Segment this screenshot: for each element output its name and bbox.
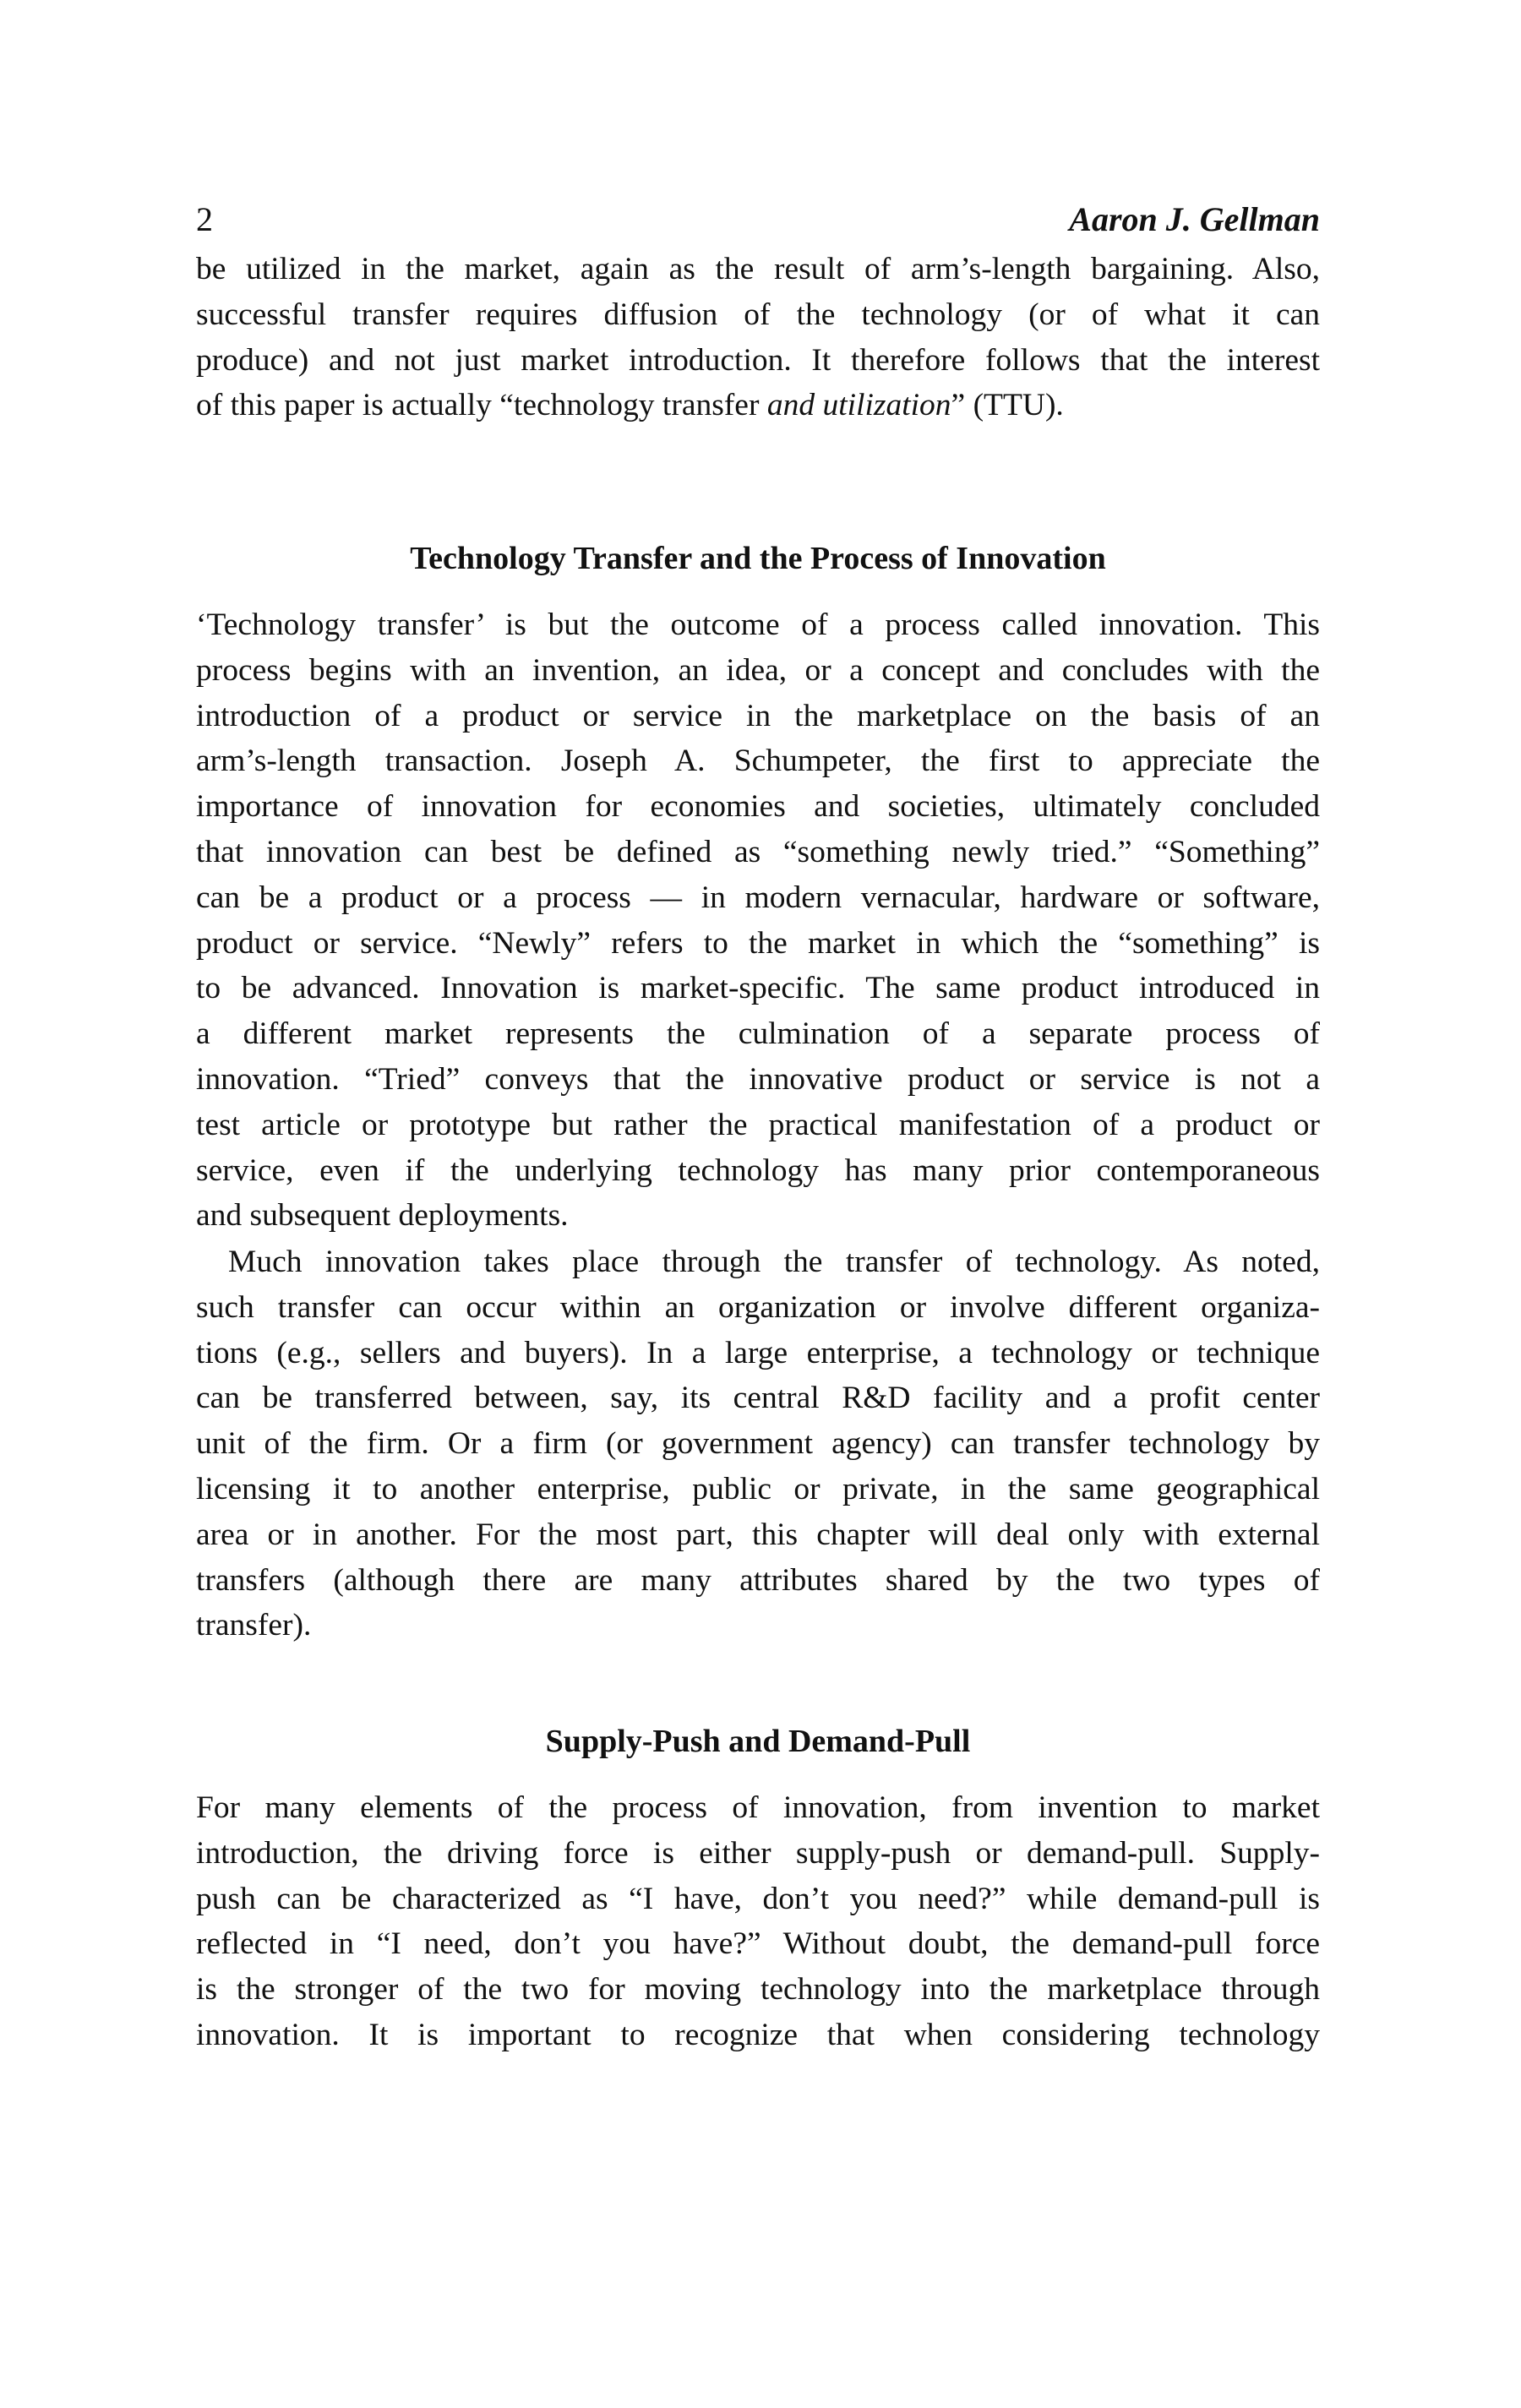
running-head-author: Aaron J. Gellman (1069, 200, 1320, 238)
text-line: produce) and not just market introduction. It therefore follows that the interest (196, 342, 1320, 378)
paragraph (196, 1239, 1320, 1648)
text-line: test article or prototype but rather the practical manifestation of a product or (196, 1107, 1320, 1142)
text-line: is the stronger of the two for moving technology into the marketplace through (196, 1972, 1320, 2008)
text-line: introduction, the driving force is either supply-push or demand-pull. Supply- (196, 1835, 1320, 1871)
text-line: product or service. “Newly” refers to the market in which the “something” is (196, 925, 1320, 961)
text-line: introduction of a product or service in the marketplace on the basis of an (196, 698, 1320, 733)
text-line: can be a product or a process — in modern vernacular, hardware or software, (196, 880, 1320, 915)
section-heading: Supply-Push and Demand-Pull (545, 1724, 971, 1759)
text-line: innovation. “Tried” conveys that the innovative product or service is not a (196, 1061, 1320, 1097)
text-line: arm’s-length transaction. Joseph A. Schumpeter, the first to appreciate the (196, 744, 1320, 779)
paragraph (196, 602, 1320, 1239)
text-line: to be advanced. Innovation is market-specific. The same product introduced in (196, 971, 1320, 1006)
text-line: that innovation can best be defined as “something newly tried.” “Something” (196, 834, 1320, 869)
text-line: service, even if the underlying technology has many prior contemporaneous (196, 1152, 1320, 1188)
text-line: push can be characterized as “I have, don’t you need?” while demand-pull is (196, 1881, 1320, 1916)
text-line: Much innovation takes place through the transfer of technology. As noted, (228, 1245, 1320, 1279)
text-line: transfer). (196, 1608, 312, 1643)
text-line: reflected in “I need, don’t you have?” Without doubt, the demand-pull force (196, 1926, 1320, 1962)
page-number: 2 (196, 200, 213, 238)
paragraph (196, 247, 1320, 428)
text-line: importance of innovation for economies and societies, ultimately concluded (196, 789, 1320, 825)
text-line: such transfer can occur within an organization or involve different organiza- (196, 1289, 1320, 1325)
text-line: area or in another. For the most part, this chapter will deal only with external (196, 1517, 1320, 1552)
text-line: For many elements of the process of innovation, from invention to market (196, 1790, 1320, 1825)
text-line: transfers (although there are many attributes shared by the two types of (196, 1562, 1320, 1598)
text-line: be utilized in the market, again as the result of arm’s-length bargaining. Also, (196, 252, 1320, 286)
text-line: a different market represents the culmination of a separate process of (196, 1016, 1320, 1052)
section-heading: Technology Transfer and the Process of Innovation (410, 541, 1106, 576)
text-line: unit of the firm. Or a firm (or government agency) can transfer technology by (196, 1426, 1320, 1462)
text-line (196, 383, 1320, 428)
text-line: process begins with an invention, an idea, or a concept and concludes with the (196, 652, 1320, 688)
text-line: can be transferred between, say, its central R&D facility and a profit center (196, 1381, 1320, 1416)
text-line: licensing it to another enterprise, public or private, in the same geographical (196, 1471, 1320, 1506)
text-line: tions (e.g., sellers and buyers). In a large enterprise, a technology or technique (196, 1335, 1320, 1370)
text-line: and subsequent deployments. (196, 1198, 569, 1234)
text-segment: of this paper is actually “technology transfer (196, 388, 767, 423)
paragraph (196, 1785, 1320, 2058)
italic-text: and utilization (766, 388, 951, 423)
text-line: innovation. It is important to recognize that when considering technology (196, 2017, 1320, 2052)
text-line: ‘Technology transfer’ is but the outcome of a process called innovation. This (196, 607, 1320, 642)
text-line: successful transfer requires diffusion of the technology (or of what it can (196, 297, 1320, 332)
text-segment: ” (TTU). (951, 388, 1064, 423)
